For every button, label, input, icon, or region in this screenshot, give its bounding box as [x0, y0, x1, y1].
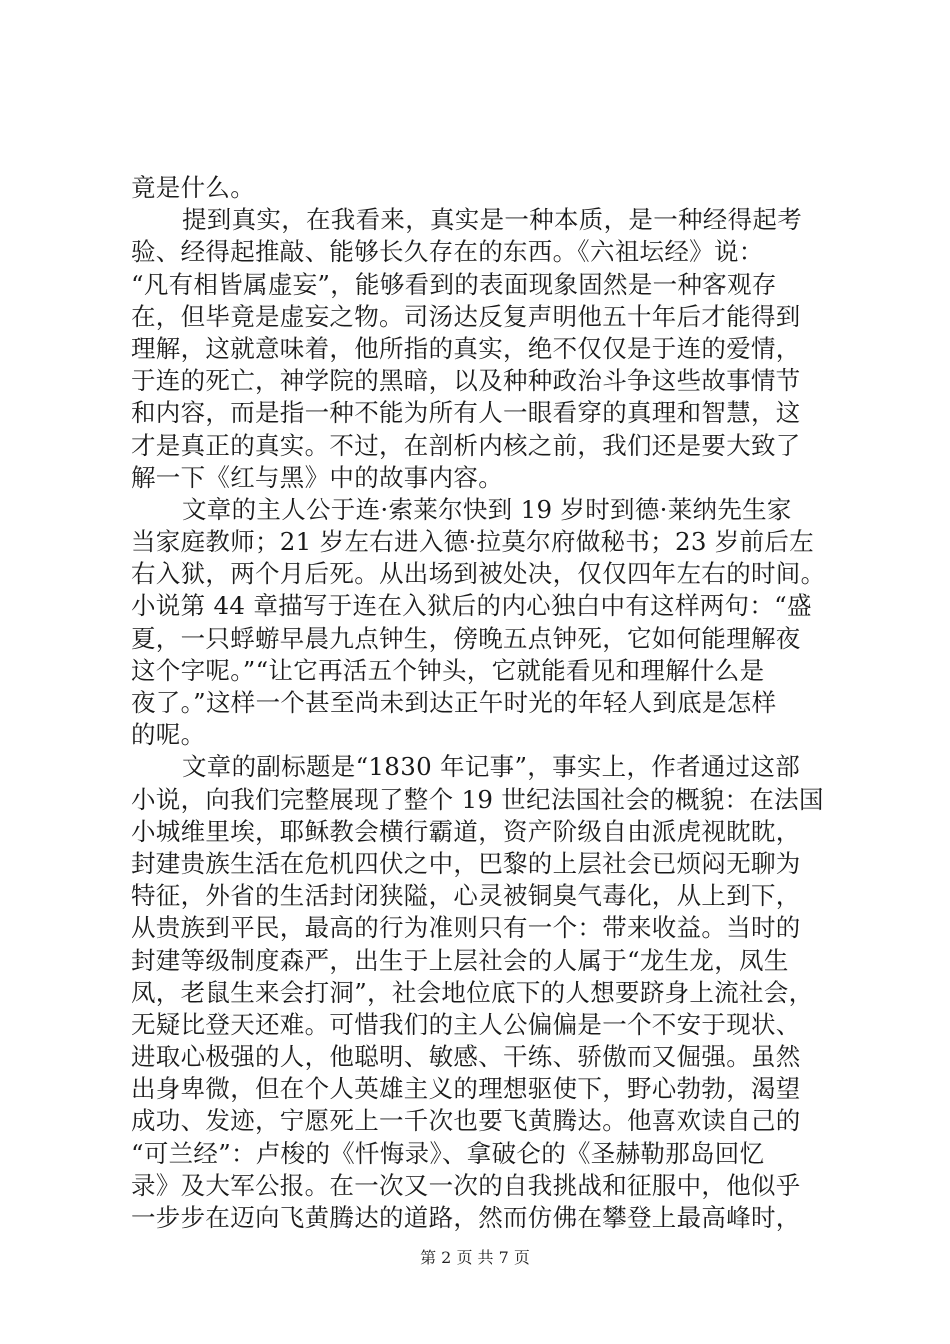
text-line: 在，但毕竟是虚妄之物。司汤达反复声明他五十年后才能得到: [131, 301, 801, 331]
text-line: 文章的主人公于连·索莱尔快到 19 岁时到德·莱纳先生家: [182, 494, 792, 524]
text-line: 理解，这就意味着，他所指的真实，绝不仅仅是于连的爱情，: [131, 333, 801, 363]
text-line: 于连的死亡，神学院的黑暗，以及种种政治斗争这些故事情节: [131, 366, 801, 396]
text-line: 无疑比登天还难。可惜我们的主人公偏偏是一个不安于现状、: [131, 1009, 801, 1039]
text-line: 右入狱，两个月后死。从出场到被处决，仅仅四年左右的时间。: [131, 559, 826, 589]
body-text: [131, 172, 831, 1234]
text-line: 一步步在迈向飞黄腾达的道路，然而仿佛在攀登上最高峰时，: [131, 1203, 801, 1232]
text-line: 成功、发迹，宁愿死上一千次也要飞黄腾达。他喜欢读自己的: [131, 1106, 801, 1136]
text-line: “凡有相皆属虚妄”，能够看到的表面现象固然是一种客观存: [131, 269, 777, 299]
text-line: 封建等级制度森严，出生于上层社会的人属于“龙生龙，凤生: [131, 945, 789, 975]
text-line: 凤，老鼠生来会打洞”，社会地位底下的人想要跻身上流社会，: [131, 977, 814, 1007]
text-line: 夏，一只蜉蝣早晨九点钟生，傍晚五点钟死，它如何能理解夜: [131, 623, 801, 653]
text-line: 竟是什么。: [131, 173, 255, 202]
text-line: 特征，外省的生活封闭狭隘，心灵被铜臭气毒化，从上到下，: [131, 881, 801, 911]
text-line: 验、经得起推敲、能够长久存在的东西。《六祖坛经》说：: [131, 237, 764, 267]
text-line: 进取心极强的人，他聪明、敏感、干练、骄傲而又倔强。虽然: [131, 1042, 801, 1072]
text-line: “可兰经”：卢梭的《忏悔录》、拿破仑的《圣赫勒那岛回忆: [131, 1138, 765, 1168]
text-line: 文章的副标题是“1830 年记事”，事实上，作者通过这部: [182, 752, 801, 782]
text-line: 小城维里埃，耶稣教会横行霸道，资产阶级自由派虎视眈眈，: [131, 816, 801, 846]
text-line: 从贵族到平民，最高的行为准则只有一个：带来收益。当时的: [131, 913, 801, 943]
text-line: 当家庭教师；21 岁左右进入德·拉莫尔府做秘书；23 岁前后左: [131, 527, 815, 557]
text-line: 录》及大军公报。在一次又一次的自我挑战和征服中，他似乎: [131, 1170, 801, 1200]
text-line: 的呢。: [131, 720, 206, 750]
text-line: 夜了。”这样一个甚至尚未到达正午时光的年轻人到底是怎样: [131, 688, 777, 717]
text-line: 封建贵族生活在危机四伏之中，巴黎的上层社会已烦闷无聊为: [131, 848, 801, 878]
text-line: 出身卑微，但在个人英雄主义的理想驱使下，野心勃勃，渴望: [131, 1074, 801, 1104]
page-footer: 第 2 页 共 7 页: [420, 1248, 530, 1267]
text-line: 和内容，而是指一种不能为所有人一眼看穿的真理和智慧，这: [131, 398, 801, 428]
text-line: 才是真正的真实。不过，在剖析内核之前，我们还是要大致了: [131, 430, 801, 460]
text-line: 这个字呢。”“让它再活五个钟头，它就能看见和理解什么是: [131, 655, 765, 685]
text-line: 小说第 44 章描写于连在入狱后的内心独白中有这样两句：“盛: [131, 591, 812, 621]
text-line: 小说，向我们完整展现了整个 19 世纪法国社会的概貌：在法国: [131, 784, 824, 814]
text-line: 解一下《红与黑》中的故事内容。: [131, 462, 503, 492]
text-line: 提到真实，在我看来，真实是一种本质，是一种经得起考: [182, 205, 802, 235]
